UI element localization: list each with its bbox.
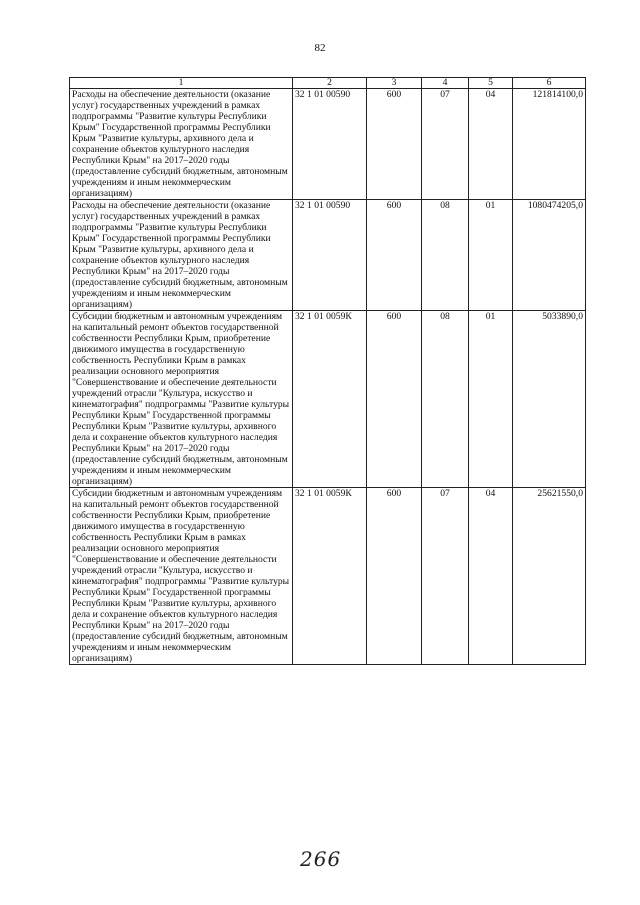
- expense-type-code: 600: [367, 200, 422, 311]
- subsection-code: 04: [469, 89, 513, 200]
- subsection-code: 04: [469, 488, 513, 665]
- table-row: [70, 311, 586, 488]
- section-code: 07: [422, 89, 469, 200]
- page-number: 82: [314, 42, 326, 54]
- expense-type-code: 600: [367, 89, 422, 200]
- subsection-code: 01: [469, 200, 513, 311]
- amount: 5033890,0: [513, 311, 586, 488]
- amount: 121814100,0: [513, 89, 586, 200]
- amount: 25621550,0: [513, 488, 586, 665]
- section-code: 08: [422, 200, 469, 311]
- subsection-code: 01: [469, 311, 513, 488]
- table-header-row: [70, 78, 586, 89]
- column-header-5: 5: [469, 78, 513, 89]
- handwritten-page-number: 266: [300, 847, 342, 871]
- table-row: [70, 200, 586, 311]
- expense-name: Расходы на обеспечение деятельности (оказание услуг) государственных учреждений в рамках подпрограммы "Развитие культуры Республики Крым" Государственной программы Республики Крым "Развитие культуры, архивного дела и сохранение объектов культурного наследия Республики Крым" на 2017–2020 годы (предоставление субсидий бюджетным, автономным учреждениям и иным некоммерческим организациям): [70, 200, 293, 311]
- budget-table: [69, 77, 586, 665]
- target-code: 32 1 01 00590: [293, 200, 367, 311]
- column-header-2: 2: [293, 78, 367, 89]
- table-row: [70, 488, 586, 665]
- amount: 1080474205,0: [513, 200, 586, 311]
- column-header-1: 1: [70, 78, 293, 89]
- column-header-4: 4: [422, 78, 469, 89]
- target-code: 32 1 01 0059К: [293, 488, 367, 665]
- section-code: 08: [422, 311, 469, 488]
- target-code: 32 1 01 0059К: [293, 311, 367, 488]
- table-row: [70, 89, 586, 200]
- column-header-3: 3: [367, 78, 422, 89]
- expense-name: Субсидии бюджетным и автономным учреждениям на капитальный ремонт объектов государственной собственности Республики Крым, приобретение движимого имущества в государственную собственность Республики Крым в рамках реализации основного мероприятия "Совершенствование и обеспечение деятельности учреждений отрасли "Культура, искусство и кинематография" подпрограммы "Развитие культуры Республики Крым" Государственной программы Республики Крым "Развитие культуры, архивного дела и сохранение объектов культурного наследия Республики Крым" на 2017–2020 годы (предоставление субсидий бюджетным, автономным учреждениям и иным некоммерческим организациям): [70, 488, 293, 665]
- expense-type-code: 600: [367, 488, 422, 665]
- target-code: 32 1 01 00590: [293, 89, 367, 200]
- expense-name: Субсидии бюджетным и автономным учреждениям на капитальный ремонт объектов государственной собственности Республики Крым, приобретение движимого имущества в государственную собственность Республики Крым в рамках реализации основного мероприятия "Совершенствование и обеспечение деятельности учреждений отрасли "Культура, искусство и кинематография" подпрограммы "Развитие культуры Республики Крым" Государственной программы Республики Крым "Развитие культуры, архивного дела и сохранение объектов культурного наследия Республики Крым" на 2017–2020 годы (предоставление субсидий бюджетным, автономным учреждениям и иным некоммерческим организациям): [70, 311, 293, 488]
- expense-type-code: 600: [367, 311, 422, 488]
- section-code: 07: [422, 488, 469, 665]
- expense-name: Расходы на обеспечение деятельности (оказание услуг) государственных учреждений в рамках подпрограммы "Развитие культуры Республики Крым" Государственной программы Республики Крым "Развитие культуры, архивного дела и сохранение объектов культурного наследия Республики Крым" на 2017–2020 годы (предоставление субсидий бюджетным, автономным учреждениям и иным некоммерческим организациям): [70, 89, 293, 200]
- column-header-6: 6: [513, 78, 586, 89]
